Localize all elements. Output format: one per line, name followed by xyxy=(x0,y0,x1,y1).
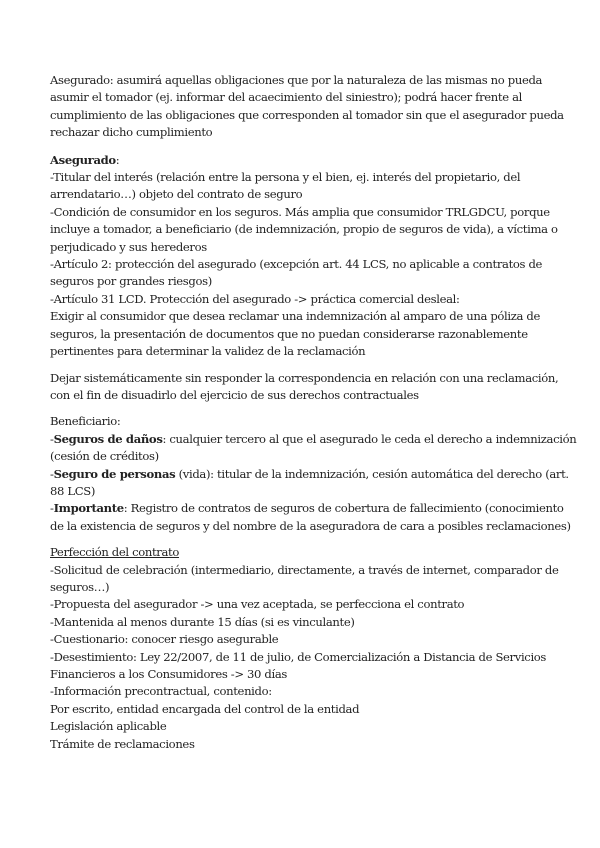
perfeccion-item: -Mantenida al menos durante 15 días (si es vinculante) xyxy=(50,614,355,629)
tomador-paragraph: Asegurado: asumirá aquellas obligaciones que por la naturaleza de las mismas no pueda asumir el tomador (ej. informar del acaecimiento del siniestro); podrá hacer frente al cumplimiento de las obligaciones que corresponden al tomador sin que el asegurador pueda rechazar dicho cumplimiento xyxy=(50,73,564,140)
asegurado-item: -Artículo 2: protección del asegurado (excepción art. 44 LCS, no aplicable a contratos de seguros por grandes riesgos) xyxy=(50,257,543,289)
spacer xyxy=(50,142,578,152)
item-prefix: - xyxy=(50,466,54,481)
importante-label: Importante xyxy=(53,501,124,516)
perfeccion-item: -Solicitud de celebración (intermediario, directamente, a través de internet, comparador de seguros…) xyxy=(50,562,559,594)
perfeccion-item: -Información precontractual, contenido: xyxy=(50,684,272,699)
personas-text: (vida): titular de la indemnización, cesión automática del derecho (art. 88 LCS) xyxy=(50,466,569,498)
importante-text: : Registro de contratos de seguros de cobertura de fallecimiento (conocimiento de la existencia de seguros y del nombre de la aseguradora de cara a posibles reclamaciones) xyxy=(50,501,571,533)
perfeccion-item: Por escrito, entidad encargada del control de la entidad xyxy=(50,701,360,716)
personas-label: Seguro de personas xyxy=(53,466,176,481)
spacer xyxy=(50,404,578,413)
beneficiario-item-danos xyxy=(50,431,578,466)
asegurado-item: -Condición de consumidor en los seguros. Más amplia que consumidor TRLGDCU, porque incluye a tomador, a beneficiario (de indemnización, propio de seguros de vida), a víctima o perjudicado y sus herederos xyxy=(50,204,558,254)
danos-text: : cualquier tercero al que el asegurado le ceda el derecho a indemnización (cesión de créditos) xyxy=(50,431,577,464)
document-page xyxy=(50,72,578,753)
perfeccion-item: Legislación aplicable xyxy=(50,719,167,734)
item-prefix: - xyxy=(50,501,54,516)
spacer xyxy=(50,361,578,370)
asegurado-item: -Titular del interés (relación entre la persona y el bien, ej. interés del propietario, del arrendatario…) objeto del contrato de seguro xyxy=(50,170,521,202)
beneficiario-section xyxy=(50,413,578,535)
perfeccion-item: -Cuestionario: conocer riesgo asegurable xyxy=(50,632,279,647)
asegurado-heading-suffix: : xyxy=(115,152,120,167)
perfeccion-item: -Propuesta del asegurador -> una vez aceptada, se perfecciona el contrato xyxy=(50,597,465,612)
danos-label: Seguros de daños xyxy=(53,431,163,446)
spacer xyxy=(50,535,578,544)
asegurado-item: Exigir al consumidor que desea reclamar una indemnización al amparo de una póliza de seguros, la presentación de documentos que no puedan considerarse razonablemente pertinentes para determinar la validez de la reclamación xyxy=(50,309,541,359)
perfeccion-section xyxy=(50,544,578,753)
asegurado-section xyxy=(50,152,578,361)
dejar-paragraph: Dejar sistemáticamente sin responder la correspondencia en relación con una reclamación, con el fin de disuadirlo del ejercicio de sus derechos contractuales xyxy=(50,370,559,402)
beneficiario-item-personas xyxy=(50,466,578,501)
perfeccion-heading: Perfección del contrato xyxy=(50,545,179,560)
beneficiario-heading: Beneficiario: xyxy=(50,414,121,429)
perfeccion-item: -Desestimiento: Ley 22/2007, de 11 de julio, de Comercialización a Distancia de Servicios Financieros a los Consumidores -> 30 días xyxy=(50,649,547,681)
beneficiario-item-importante xyxy=(50,500,578,535)
asegurado-heading-line xyxy=(50,152,578,169)
asegurado-heading: Asegurado xyxy=(50,152,116,167)
asegurado-item: -Artículo 31 LCD. Protección del asegurado -> práctica comercial desleal: xyxy=(50,291,460,306)
perfeccion-item: Trámite de reclamaciones xyxy=(50,736,195,751)
item-prefix: - xyxy=(50,431,54,446)
